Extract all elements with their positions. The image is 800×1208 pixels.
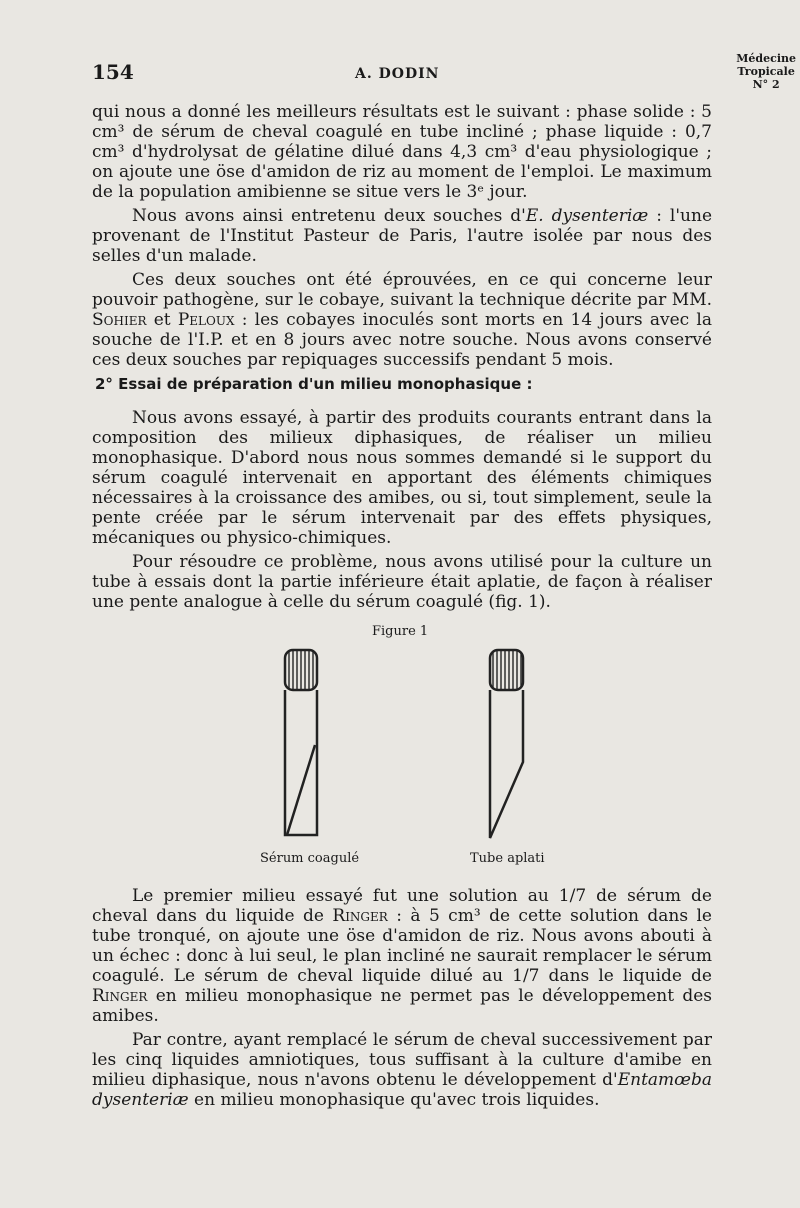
journal-line-1: Médecine: [736, 52, 796, 65]
journal-label: [736, 52, 796, 91]
paragraph-1: qui nous a donné les meilleurs résultats est le suivant : phase solide : 5 cm³ de sérum de cheval coagulé en tube incliné ; phase liquide : 0,7 cm³ d'hydrolysat de gélatine dilué dans 4,3 cm³ d'eau physiologique ; on ajoute une öse d'amidon de riz au moment de l'emploi. Le maximum de la population amibienne se situe vers le 3ᵉ jour.: [92, 102, 712, 202]
text-block-middle: [92, 408, 712, 616]
text-block-bottom: [92, 886, 712, 1114]
serum-tube-drawing: [285, 650, 317, 835]
serum-slant-line: [287, 745, 315, 835]
text-block-top: [92, 102, 712, 374]
paragraph-7: Par contre, ayant remplacé le sérum de cheval successivement par les cinq liquides amniotiques, tous suffisant à la culture d'amibe en milieu diphasique, nous n'avons obtenu le développement d'Entamœba dysenteriæ en milieu monophasique qu'avec trois liquides.: [92, 1030, 712, 1110]
caption-tube-aplati: Tube aplati: [470, 851, 545, 866]
paragraph-2: Nous avons ainsi entretenu deux souches d'E. dysenteriæ : l'une provenant de l'Institut Pasteur de Paris, l'autre isolée par nous des selles d'un malade.: [92, 206, 713, 266]
paragraph-3: Ces deux souches ont été éprouvées, en ce qui concerne leur pouvoir pathogène, sur le cobaye, suivant la technique décrite par MM. Sohier et Peloux : les cobayes inoculés sont morts en 14 jours avec la souche de l'I.P. et en 8 jours avec notre souche. Nous avons conservé ces deux souches par repiquages successifs pendant 5 mois.: [92, 270, 712, 370]
page-number: 154: [92, 60, 134, 84]
paragraph-6: Le premier milieu essayé fut une solution au 1/7 de sérum de cheval dans du liquide de Ringer : à 5 cm³ de cette solution dans le tube tronqué, on ajoute une öse d'amidon de riz. Nous avons abouti à un échec : donc à lui seul, le plan incliné ne saurait remplacer le sérum coagulé. Le sérum de cheval liquide dilué au 1/7 dans le liquide de Ringer en milieu monophasique ne permet pas le développement des amibes.: [92, 886, 712, 1026]
running-head: A. DODIN: [355, 66, 440, 82]
figure-title: Figure 1: [372, 624, 429, 639]
tube-body-left: [285, 690, 317, 835]
paragraph-5: Pour résoudre ce problème, nous avons utilisé pour la culture un tube à essais dont la partie inférieure était aplatie, de façon à réaliser une pente analogue à celle du sérum coagulé (fig. 1).: [92, 552, 712, 612]
section-title: 2° Essai de préparation d'un milieu monophasique :: [95, 375, 533, 393]
caption-serum-coagule: Sérum coagulé: [260, 851, 360, 866]
journal-line-2: Tropicale: [737, 65, 795, 78]
paragraph-4: Nous avons essayé, à partir des produits courants entrant dans la composition des milieux diphasiques, de réaliser un milieu monophasique. D'abord nous nous sommes demandé si le support du sérum coagulé intervenait en apportant des éléments chimiques nécessaires à la croissance des amibes, ou si, tout simplement, seule la pente créée par le sérum intervenait par des effets physiques, mécaniques ou physico-chimiques.: [92, 408, 712, 548]
journal-line-3: N° 2: [752, 78, 780, 91]
tube-stopper-left: [285, 650, 317, 690]
tube-body-right: [490, 690, 523, 838]
flat-tube-drawing: [490, 650, 523, 838]
tube-stopper-right: [490, 650, 523, 690]
figure-1-drawing: [260, 640, 560, 850]
